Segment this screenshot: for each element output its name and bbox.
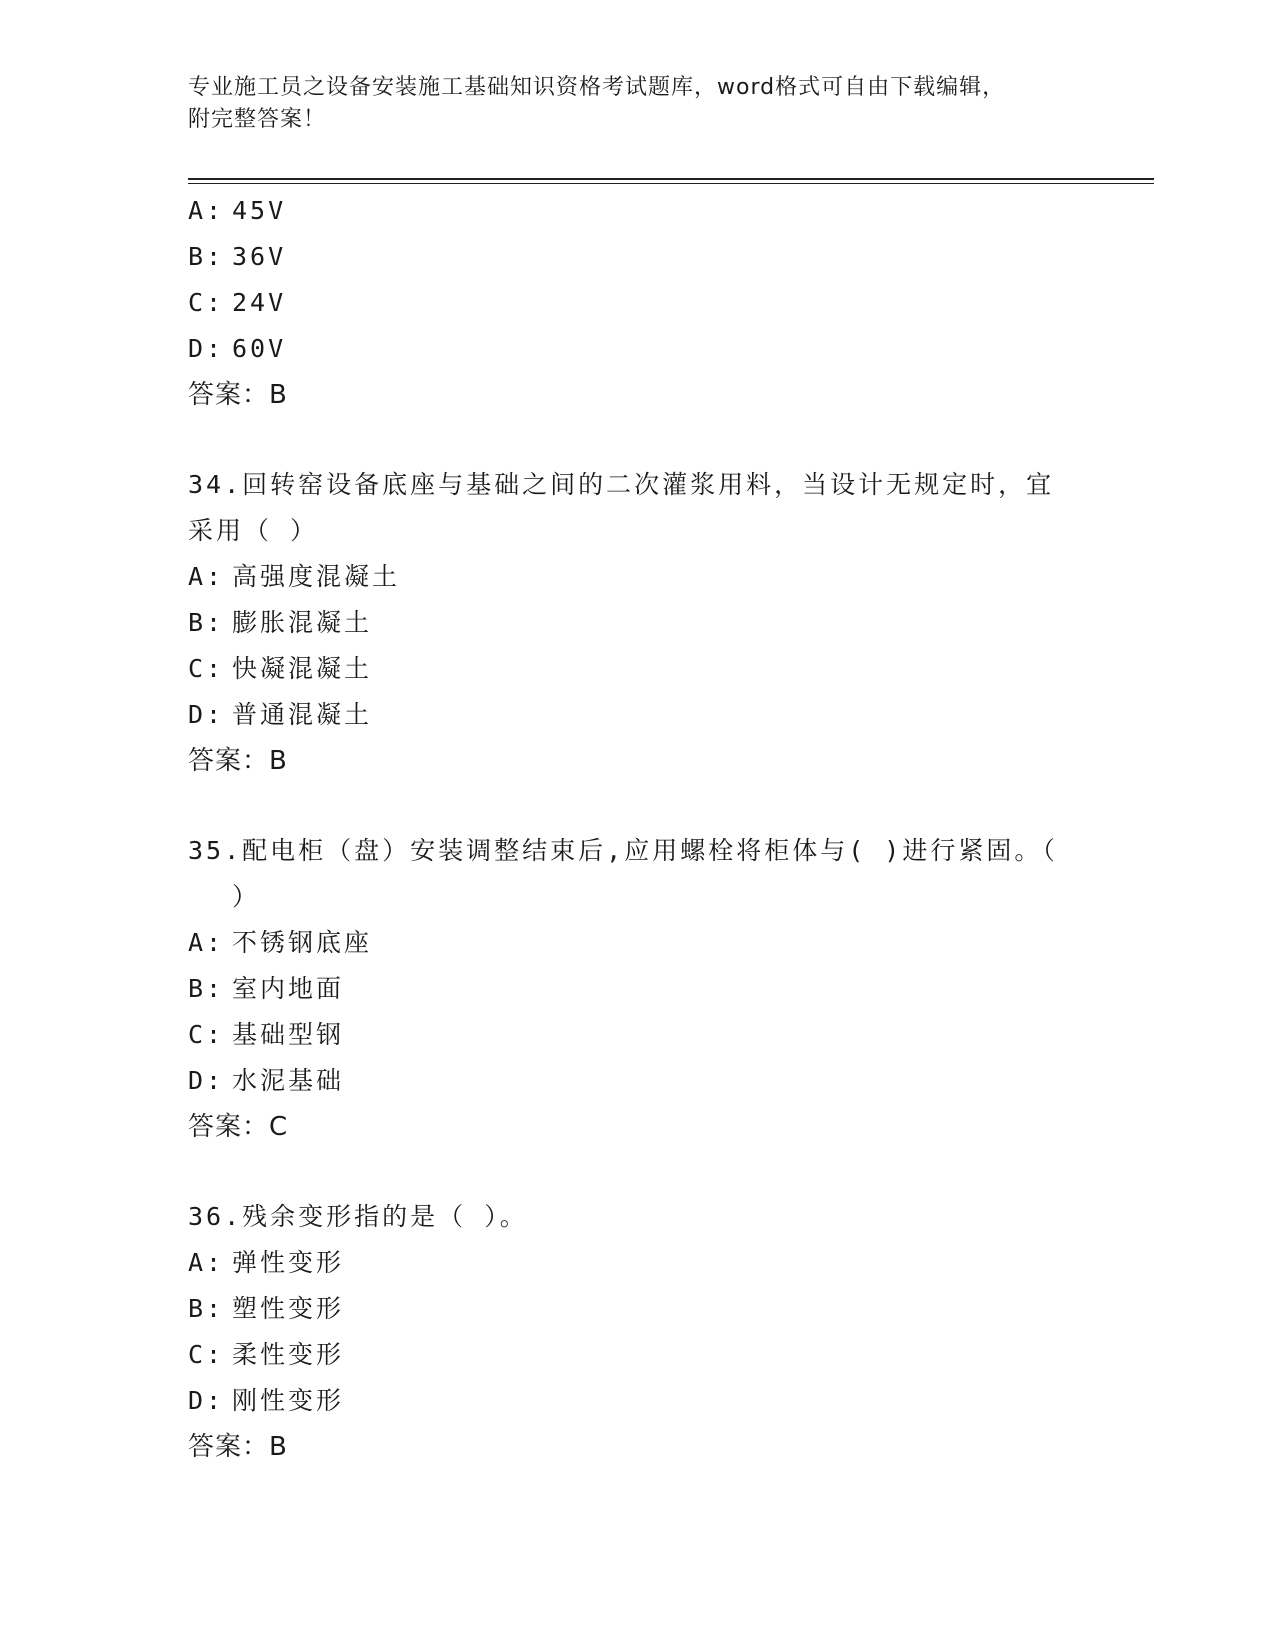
option-a: A: 高强度混凝土 [188, 562, 401, 591]
answer: 答案：C [188, 1112, 289, 1142]
question-text-line-1: 34.回转窑设备底座与基础之间的二次灌浆用料，当设计无规定时，宜 [188, 470, 1055, 499]
question-text-line-2: 采用（ ） [188, 516, 319, 545]
question-text-line-1: 36.残余变形指的是（ ）。 [188, 1202, 528, 1231]
page-header [188, 72, 1068, 136]
header-line-2: 附完整答案！ [188, 107, 327, 132]
option-b: B: 膨胀混凝土 [188, 608, 373, 637]
header-line-1: 专业施工员之设备安装施工基础知识资格考试题库，word格式可自由下载编辑， [188, 75, 1006, 100]
option-a: A: 弹性变形 [188, 1248, 345, 1277]
option-c: C: 基础型钢 [188, 1020, 345, 1049]
answer: 答案：B [188, 1432, 288, 1462]
question-35 [188, 828, 1088, 1150]
option-a: A: 不锈钢底座 [188, 928, 373, 957]
question-36 [188, 1194, 1088, 1470]
answer: 答案：B [188, 380, 288, 410]
header-divider [188, 178, 1154, 184]
option-d: D: 水泥基础 [188, 1066, 345, 1095]
question-list [188, 188, 1088, 1470]
question-text-line-2: ） [232, 882, 261, 911]
option-d: D: 60V [188, 334, 287, 363]
question-33 [188, 188, 1088, 418]
option-b: B: 36V [188, 242, 287, 271]
option-c: C: 快凝混凝土 [188, 654, 373, 683]
option-c: C: 24V [188, 288, 287, 317]
option-d: D: 普通混凝土 [188, 700, 373, 729]
question-34 [188, 462, 1088, 784]
option-b: B: 塑性变形 [188, 1294, 345, 1323]
option-b: B: 室内地面 [188, 974, 345, 1003]
answer: 答案：B [188, 746, 288, 776]
question-text-line-1: 35.配电柜（盘）安装调整结束后,应用螺栓将柜体与( )进行紧固。（ [188, 836, 1058, 865]
option-d: D: 刚性变形 [188, 1386, 345, 1415]
option-a: A: 45V [188, 196, 287, 225]
option-c: C: 柔性变形 [188, 1340, 345, 1369]
